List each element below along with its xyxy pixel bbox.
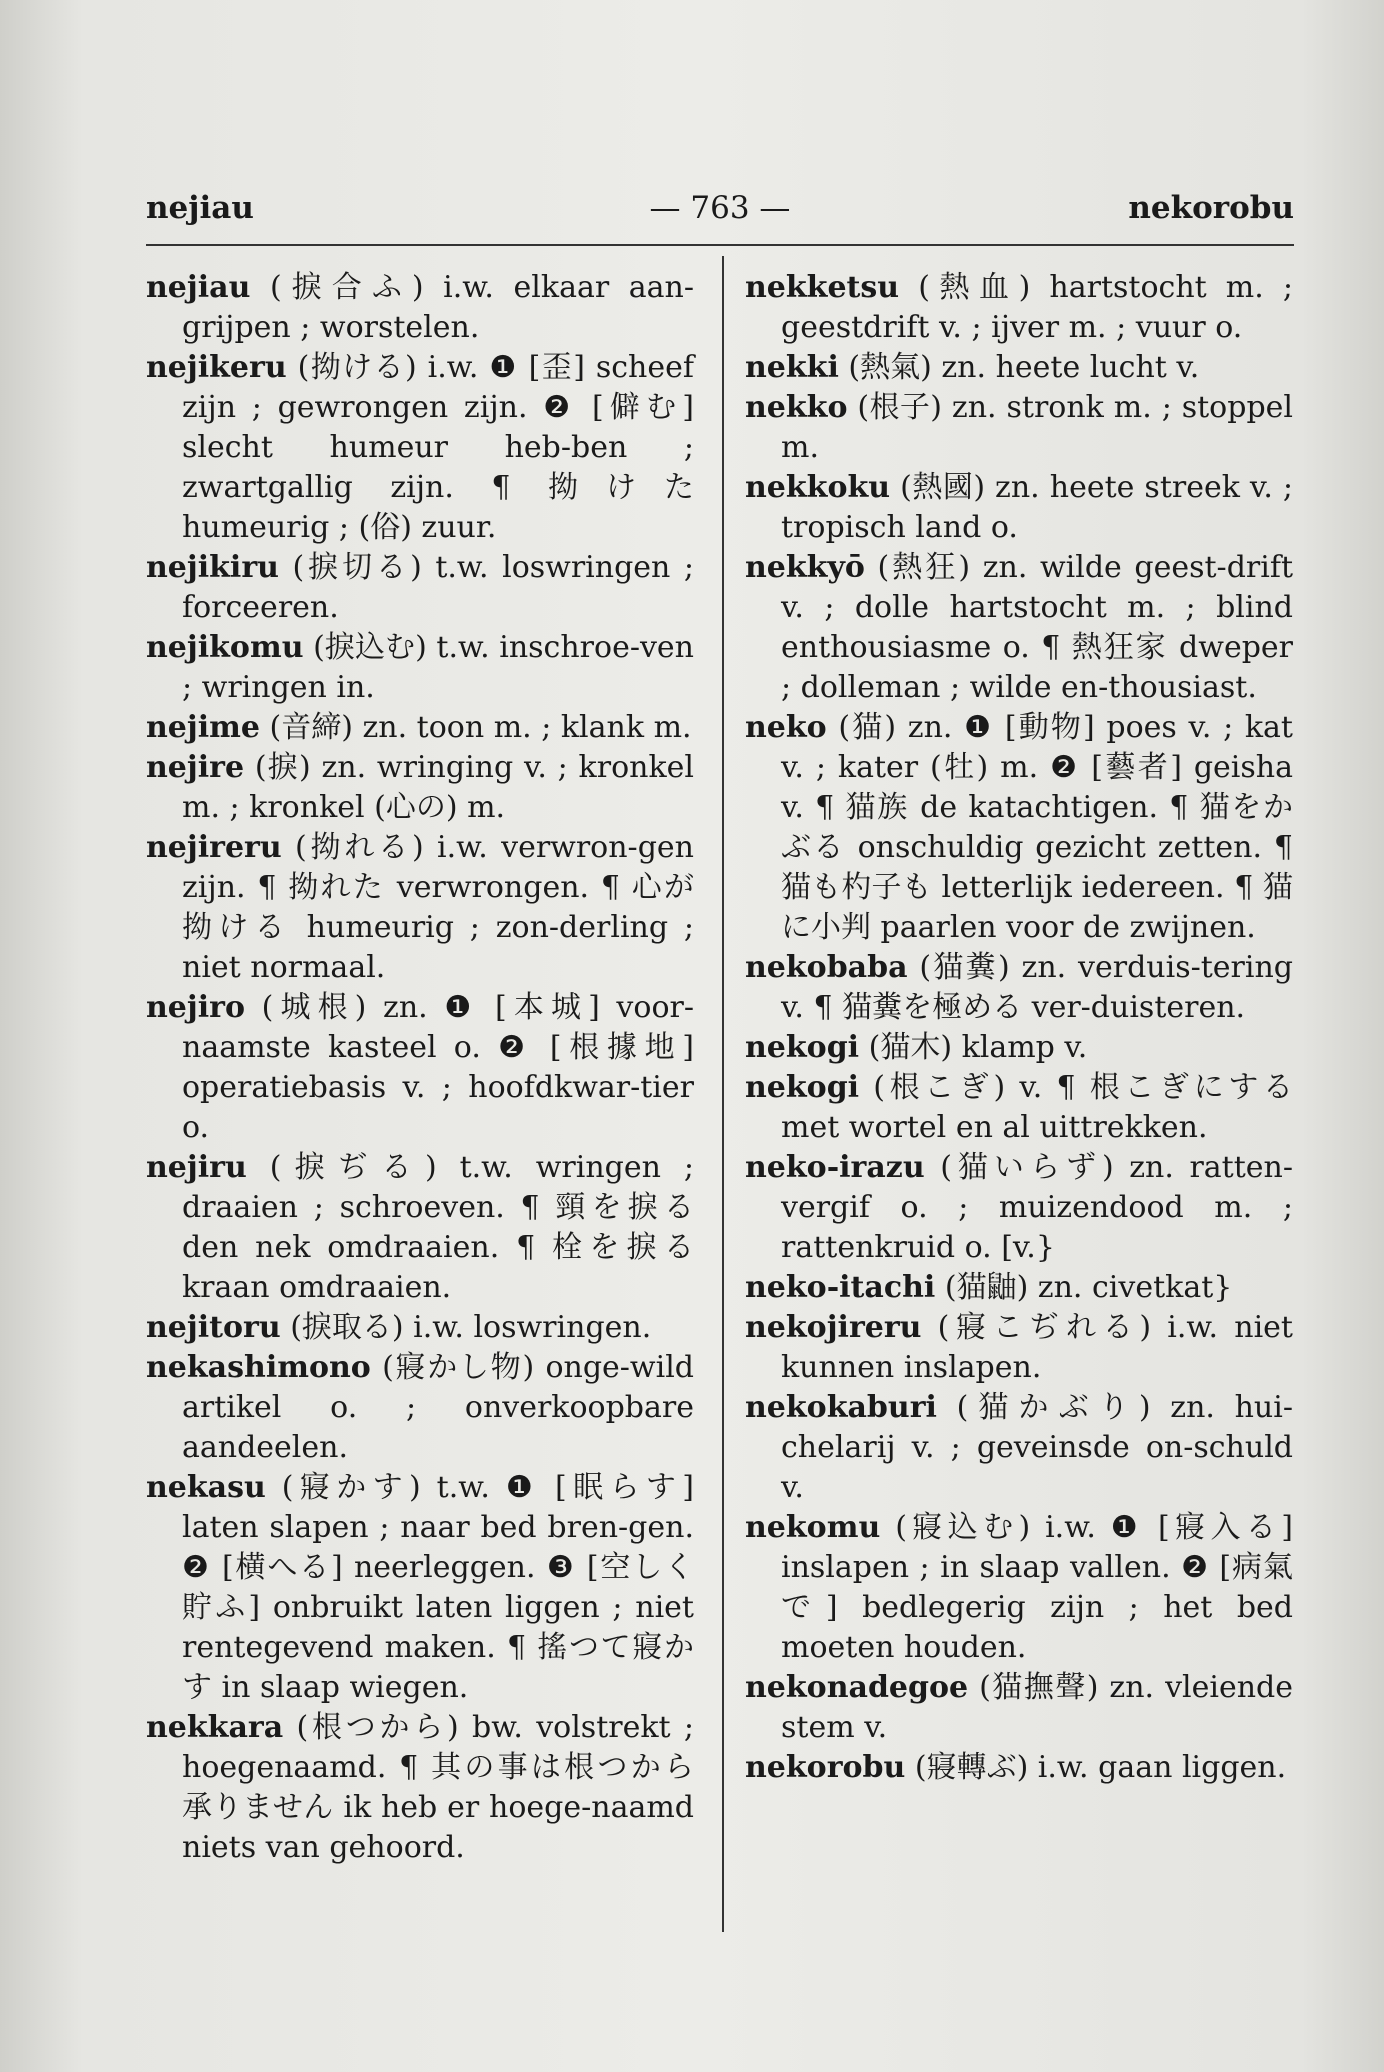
entry-headword: nekokaburi <box>745 1390 937 1425</box>
dictionary-entry <box>146 988 694 1148</box>
entry-definition: (寢込む) i.w. ❶ [寢入る] inslapen ; in slaap vallen. ❷ [病氣で] bedlegerig zijn ; het bed moeten houden. <box>781 1510 1293 1665</box>
dictionary-entry <box>745 548 1293 708</box>
entry-definition: (捩切る) t.w. loswringen ; forceeren. <box>182 550 694 625</box>
entry-headword: nekorobu <box>745 1750 906 1785</box>
entry-definition: (根こぎ) v. ¶ 根こぎにする met wortel en al uittrekken. <box>781 1070 1293 1145</box>
dictionary-entry <box>146 1468 694 1708</box>
entry-headword: nejikeru <box>146 350 287 385</box>
entry-headword: nejiro <box>146 990 245 1025</box>
entry-definition: (捩取る) i.w. loswringen. <box>290 1310 652 1345</box>
left-column <box>146 268 694 1868</box>
dictionary-entry <box>146 1308 694 1348</box>
entry-definition: (熱狂) zn. wilde geest-drift v. ; dolle hartstocht m. ; blind enthousiasme o. ¶ 熱狂家 dweper ; dolleman ; wilde en-thousiast. <box>781 550 1293 705</box>
entry-headword: nekasu <box>146 1470 266 1505</box>
entry-headword: nejiru <box>146 1150 247 1185</box>
dictionary-entry <box>146 548 694 628</box>
entry-definition: (寢かす) t.w. ❶ [眠らす] laten slapen ; naar bed bren-gen. ❷ [横へる] neerleggen. ❸ [空しく貯ふ] onbruikt laten liggen ; niet rentegevend maken. ¶ 搖つて寢かす in slaap wiegen. <box>182 1470 694 1705</box>
dictionary-entry <box>745 1068 1293 1148</box>
entry-definition: (猫かぶり) zn. hui-chelarij v. ; geveinsde on-schuld v. <box>781 1390 1293 1505</box>
entry-headword: nekobaba <box>745 950 908 985</box>
entry-headword: nekketsu <box>745 270 900 305</box>
entry-definition: (猫撫聲) zn. vleiende stem v. <box>781 1670 1293 1745</box>
entry-headword: nekogi <box>745 1030 860 1065</box>
left-guide-word: nejiau <box>146 190 254 226</box>
page-number: — 763 — <box>649 190 791 226</box>
entry-definition: (寢かし物) onge-wild artikel o. ; onverkoopbare aandeelen. <box>182 1350 694 1465</box>
entry-headword: nekonadegoe <box>745 1670 969 1705</box>
dictionary-entry <box>745 1308 1293 1388</box>
entry-definition: (捩ぢる) t.w. wringen ; draaien ; schroeven. ¶ 頸を捩る den nek omdraaien. ¶ 栓を捩る kraan omdraaien. <box>182 1150 694 1305</box>
dictionary-entry <box>146 628 694 708</box>
entry-definition: (猫糞) zn. verduis-tering v. ¶ 猫糞を極める ver-duisteren. <box>781 950 1293 1025</box>
dictionary-entry <box>146 1708 694 1868</box>
entry-headword: nejiau <box>146 270 251 305</box>
dictionary-entry <box>745 388 1293 468</box>
entry-definition: (拗れる) i.w. verwron-gen zijn. ¶ 拗れた verwrongen. ¶ 心が拗ける humeurig ; zon-derling ; niet normaal. <box>182 830 694 985</box>
entry-headword: nekkyō <box>745 550 865 585</box>
entry-definition: (猫いらず) zn. ratten-vergif o. ; muizendood m. ; rattenkruid o. [v.} <box>781 1150 1293 1265</box>
dictionary-entry <box>146 268 694 348</box>
page-header <box>146 190 1294 240</box>
entry-headword: nejikomu <box>146 630 304 665</box>
dictionary-entry <box>745 468 1293 548</box>
dictionary-entry <box>146 828 694 988</box>
dictionary-entry <box>745 1668 1293 1748</box>
entry-definition: (根つから) bw. volstrekt ; hoegenaamd. ¶ 其の事は根つから承りません ik heb er hoege-naamd niets van gehoord. <box>182 1710 694 1865</box>
entry-headword: nekko <box>745 390 848 425</box>
entry-headword: nejireru <box>146 830 282 865</box>
entry-definition: (熱血) hartstocht m. ; geestdrift v. ; ijver m. ; vuur o. <box>781 270 1293 345</box>
dictionary-entry <box>146 1348 694 1468</box>
dictionary-entry <box>745 1268 1293 1308</box>
dictionary-entry <box>745 1388 1293 1508</box>
dictionary-entry <box>745 268 1293 348</box>
entry-definition: (寢こぢれる) i.w. niet kunnen inslapen. <box>781 1310 1293 1385</box>
entry-definition: (猫) zn. ❶ [動物] poes v. ; kat v. ; kater (牡) m. ❷ [藝者] geisha v. ¶ 猫族 de katachtigen. ¶ 猫をかぶる onschuldig gezicht zetten. ¶ 猫も杓子も letterlijk iedereen. ¶ 猫に小判 paarlen voor de zwijnen. <box>781 710 1293 945</box>
dictionary-entry <box>745 348 1293 388</box>
entry-definition: (猫木) klamp v. <box>868 1030 1088 1065</box>
entry-headword: nekogi <box>745 1070 860 1105</box>
dictionary-entry <box>745 1028 1293 1068</box>
entry-definition: (音締) zn. toon m. ; klank m. <box>269 710 692 745</box>
entry-definition: (根子) zn. stronk m. ; stoppel m. <box>781 390 1293 465</box>
entry-definition: (猫鼬) zn. civetkat} <box>944 1270 1233 1305</box>
entry-definition: (捩) zn. wringing v. ; kronkel m. ; kronkel (心の) m. <box>182 750 694 825</box>
entry-headword: nekomu <box>745 1510 881 1545</box>
entry-headword: neko <box>745 710 827 745</box>
right-column <box>745 268 1293 1788</box>
dictionary-entry <box>146 1148 694 1308</box>
entry-definition: (熱國) zn. heete streek v. ; tropisch land o. <box>781 470 1293 545</box>
entry-definition: (捩込む) t.w. inschroe-ven ; wringen in. <box>182 630 694 705</box>
dictionary-entry <box>745 1508 1293 1668</box>
entry-definition: (拗ける) i.w. ❶ [歪] scheef zijn ; gewrongen zijn. ❷ [僻む] slecht humeur heb-ben ; zwartgallig zijn. ¶ 拗けた humeurig ; (俗) zuur. <box>182 350 694 545</box>
dictionary-entry <box>745 948 1293 1028</box>
column-divider <box>722 256 724 1932</box>
entry-definition: (城根) zn. ❶ [本城] voor-naamste kasteel o. ❷ [根據地] operatiebasis v. ; hoofdkwar-tier o. <box>182 990 694 1145</box>
dictionary-entry <box>745 1148 1293 1268</box>
dictionary-entry <box>745 708 1293 948</box>
dictionary-entry <box>745 1748 1293 1788</box>
entry-headword: nejire <box>146 750 245 785</box>
entry-headword: nekojireru <box>745 1310 922 1345</box>
entry-headword: neko-irazu <box>745 1150 925 1185</box>
entry-headword: nejime <box>146 710 260 745</box>
entry-definition: (寢轉ぶ) i.w. gaan liggen. <box>914 1750 1287 1785</box>
entry-headword: nekki <box>745 350 839 385</box>
entry-headword: nekashimono <box>146 1350 371 1385</box>
entry-headword: nekkoku <box>745 470 891 505</box>
header-rule <box>146 244 1294 246</box>
entry-headword: nejitoru <box>146 1310 281 1345</box>
dictionary-entry <box>146 748 694 828</box>
entry-definition: (熱氣) zn. heete lucht v. <box>848 350 1200 385</box>
entry-definition: (捩合ふ) i.w. elkaar aan-grijpen ; worstelen. <box>182 270 694 345</box>
dictionary-entry <box>146 348 694 548</box>
dictionary-entry <box>146 708 694 748</box>
entry-headword: neko-itachi <box>745 1270 936 1305</box>
right-guide-word: nekorobu <box>1128 190 1294 226</box>
entry-headword: nejikiru <box>146 550 279 585</box>
entry-headword: nekkara <box>146 1710 284 1745</box>
